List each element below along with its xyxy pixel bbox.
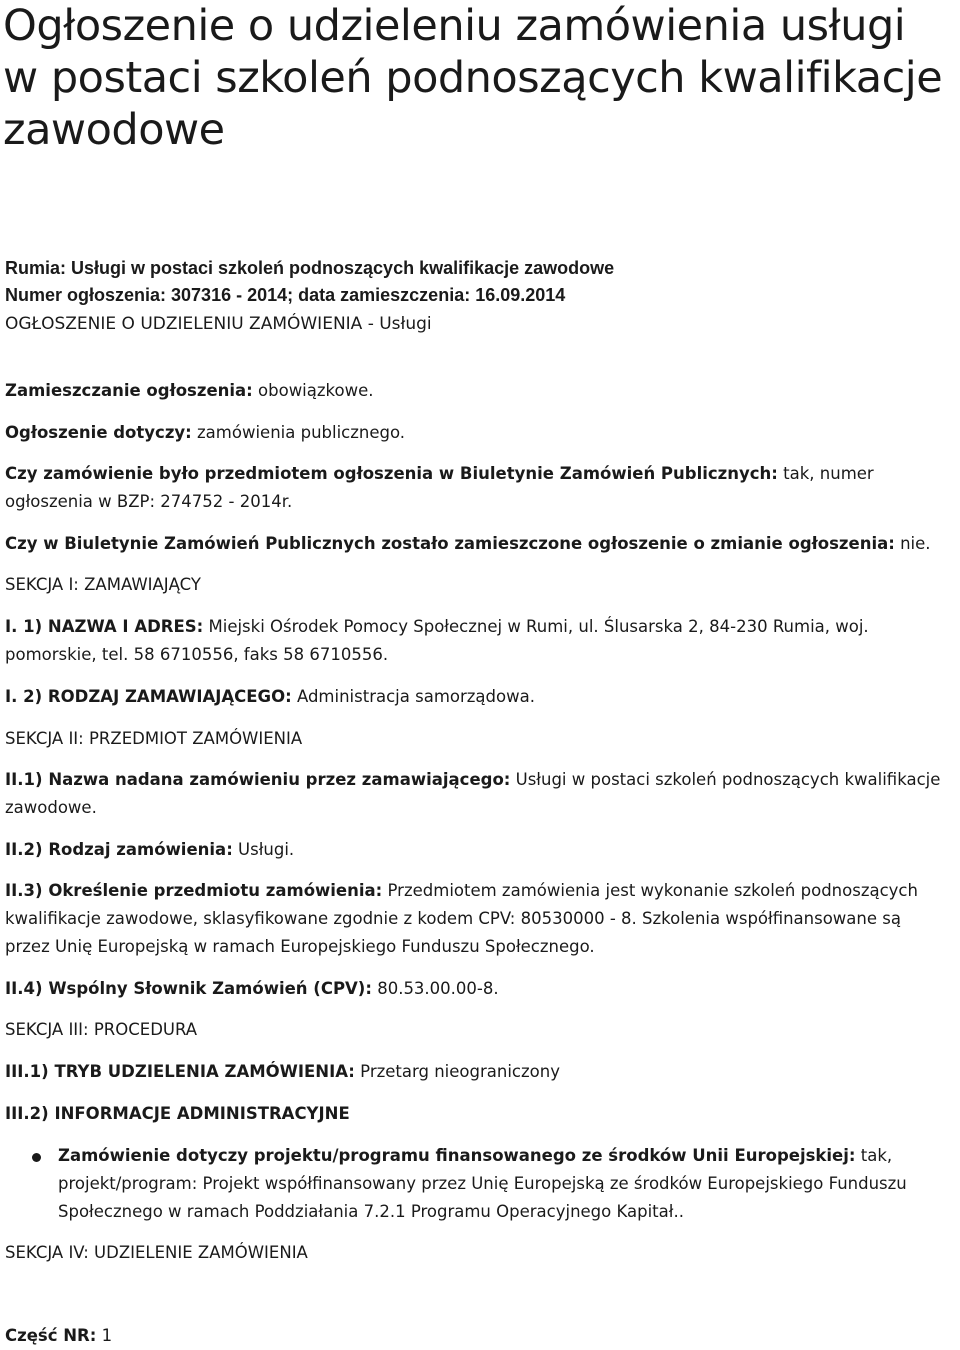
field-label: I. 2) RODZAJ ZAMAWIAJĄCEGO: xyxy=(5,687,292,706)
field-value: nie. xyxy=(894,534,931,553)
section-heading-4: SEKCJA IV: UDZIELENIE ZAMÓWIENIA xyxy=(5,1243,308,1262)
field-label: II.3) Określenie przedmiotu zamówienia: xyxy=(5,881,383,900)
field-informacje-administracyjne xyxy=(5,1100,950,1128)
field-value: Usługi. xyxy=(232,840,295,859)
field-label: II.2) Rodzaj zamówienia: xyxy=(5,840,233,859)
field-rodzaj-zamawiajacego xyxy=(5,683,950,711)
section-heading-1: SEKCJA I: ZAMAWIAJĄCY xyxy=(5,575,201,594)
field-label: I. 1) NAZWA I ADRES: xyxy=(5,617,204,636)
section-heading-2: SEKCJA II: PRZEDMIOT ZAMÓWIENIA xyxy=(5,729,303,748)
field-label: Zamówienie dotyczy projektu/programu finansowanego ze środków Unii Europejskiej: xyxy=(58,1146,856,1165)
field-value: zamówienia publicznego. xyxy=(191,423,406,442)
field-label: Część NR: xyxy=(5,1326,97,1345)
field-biuletyn xyxy=(5,460,950,516)
header-number-line: Numer ogłoszenia: 307316 - 2014; data zamieszczenia: 16.09.2014 xyxy=(5,285,566,305)
section-heading-3: SEKCJA III: PROCEDURA xyxy=(5,1020,198,1039)
field-value: obowiązkowe. xyxy=(252,381,374,400)
field-dotyczy xyxy=(5,419,950,447)
field-czesc-nr xyxy=(5,1322,950,1350)
field-label: Czy zamówienie było przedmiotem ogłoszenia w Biuletynie Zamówień Publicznych: xyxy=(5,464,778,483)
field-label: II.4) Wspólny Słownik Zamówień (CPV): xyxy=(5,979,372,998)
field-value: Przedmiotem zamówienia jest wykonanie szkoleń podnoszących kwalifikacje zawodowe, sklasyfikowane zgodnie z kodem CPV: 80530000 - 8. Szkolenia współfinansowane są przez Unię Europejską w ramach Europejskiego Funduszu Społecznego. xyxy=(5,881,918,956)
field-label: II.1) Nazwa nadana zamówieniu przez zamawiającego: xyxy=(5,770,511,789)
field-value: tak, projekt/program: Projekt współfinansowany przez Unię Europejską ze środków Europejskiego Funduszu Społecznego w ramach Poddziałania 7.2.1 Programu Operacyjnego Kapitał.. xyxy=(58,1146,907,1221)
field-label: Zamieszczanie ogłoszenia: xyxy=(5,381,253,400)
field-zamieszczanie xyxy=(5,377,950,405)
field-label: III.2) INFORMACJE ADMINISTRACYJNE xyxy=(5,1104,350,1123)
field-label: Ogłoszenie dotyczy: xyxy=(5,423,192,442)
header-location-line: Rumia: Usługi w postaci szkoleń podnoszących kwalifikacje zawodowe xyxy=(5,258,615,278)
field-zmiana xyxy=(5,530,950,558)
page-title: Ogłoszenie o udzieleniu zamówienia usługi w postaci szkoleń podnoszących kwalifikacje zawodowe xyxy=(3,1,943,155)
field-value: 1 xyxy=(96,1326,113,1345)
bullet-icon xyxy=(32,1153,41,1162)
list-item-projekt-ue xyxy=(58,1142,943,1226)
field-value: Przetarg nieograniczony xyxy=(354,1062,560,1081)
field-value: Usługi w postaci szkoleń podnoszących kwalifikacje zawodowe. xyxy=(5,770,941,817)
field-value: Administracja samorządowa. xyxy=(291,687,535,706)
field-nazwa-adres xyxy=(5,613,950,669)
field-tryb xyxy=(5,1058,950,1086)
field-value: tak, numer ogłoszenia w BZP: 274752 - 2014r. xyxy=(5,464,874,511)
field-okreslenie xyxy=(5,877,950,961)
field-label: Czy w Biuletynie Zamówień Publicznych zostało zamieszczone ogłoszenie o zmianie ogłoszenia: xyxy=(5,534,895,553)
header-type-line: OGŁOSZENIE O UDZIELENIU ZAMÓWIENIA - Usługi xyxy=(5,314,432,334)
field-cpv xyxy=(5,975,950,1003)
field-rodzaj-zamowienia xyxy=(5,836,950,864)
field-nazwa-zamowienia xyxy=(5,766,950,822)
field-value: Miejski Ośrodek Pomocy Społecznej w Rumi, ul. Ślusarska 2, 84-230 Rumia, woj. pomorskie, tel. 58 6710556, faks 58 6710556. xyxy=(5,617,869,664)
field-value: 80.53.00.00-8. xyxy=(371,979,499,998)
field-label: III.1) TRYB UDZIELENIA ZAMÓWIENIA: xyxy=(5,1062,355,1081)
